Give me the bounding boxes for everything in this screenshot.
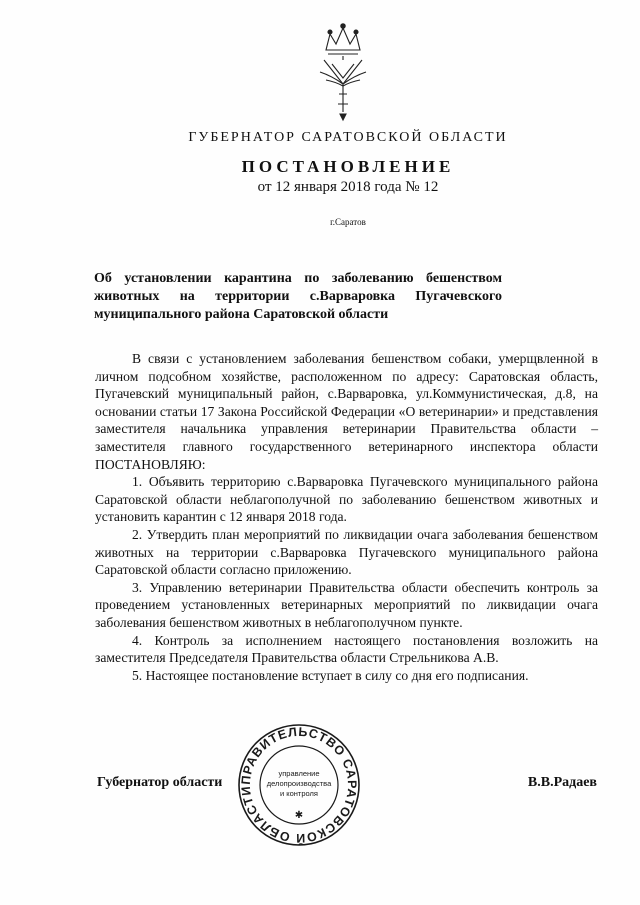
clause-paragraph: 1. Объявить территорию с.Варваровка Пугачевского муниципального района Саратовской области неблагополучной по заболеванию бешенством животных и установить карантин с 12 января 2018 года. (95, 474, 598, 525)
official-stamp (236, 722, 362, 848)
stamp-star-icon: ✱ (294, 810, 304, 821)
stamp-inner-line: делопроизводства (266, 779, 332, 788)
title-line: муниципального района Саратовской области (94, 307, 389, 322)
issuing-authority: ГУБЕРНАТОР САРАТОВСКОЙ ОБЛАСТИ (188, 130, 508, 145)
coat-of-arms-emblem (312, 20, 374, 122)
signatory-name: В.В.Радаев (527, 775, 597, 790)
title-line: животных на территории с.Варваровка Пугачевского (94, 289, 502, 304)
clause-paragraph: 4. Контроль за исполнением настоящего постановления возложить на заместителя Председателя Правительства области Стрельникова А.В. (95, 632, 598, 666)
clause-paragraph: 3. Управлению ветеринарии Правительства области обеспечить контроль за проведением установленных ветеринарных мероприятий по ликвидации очага заболевания бешенством животных в неблагополучном пункте. (95, 579, 598, 630)
document-type: ПОСТАНОВЛЕНИЕ (241, 157, 455, 176)
title-line: Об установлении карантина по заболеванию бешенством (94, 271, 502, 286)
document-body (95, 350, 598, 684)
preamble-paragraph: В связи с установлением заболевания бешенством собаки, умерщвленной в личном подсобном хозяйстве, расположенном по адресу: Саратовская область, Пугачевский муниципальный район, с.Варваровка, ул.Коммунистическая, д.8, на основании статьи 17 Закона Российской Федерации «О ветеринарии» и представления заместителя начальника управления ветеринарии Правительства области – заместителя главного государственного ветеринарного инспектора области ПОСТАНОВЛЯЮ: (95, 351, 598, 472)
stamp-inner-line: и контроля (279, 789, 319, 798)
document-title (94, 270, 502, 324)
document-place: г.Саратов (330, 217, 366, 227)
stamp-outer-text: ПРАВИТЕЛЬСТВО САРАТОВСКОЙ ОБЛАСТИ (238, 724, 360, 846)
clause-paragraph: 2. Утвердить план мероприятий по ликвидации очага заболевания бешенством животных на территории с.Варваровка Пугачевского муниципального района Саратовской области согласно приложению. (95, 526, 598, 578)
clause-paragraph: 5. Настоящее постановление вступает в силу со дня его подписания. (132, 667, 529, 683)
signatory-role: Губернатор области (97, 775, 223, 790)
document-date-number: от 12 января 2018 года № 12 (257, 179, 439, 195)
stamp-inner-line: управление (278, 769, 320, 778)
